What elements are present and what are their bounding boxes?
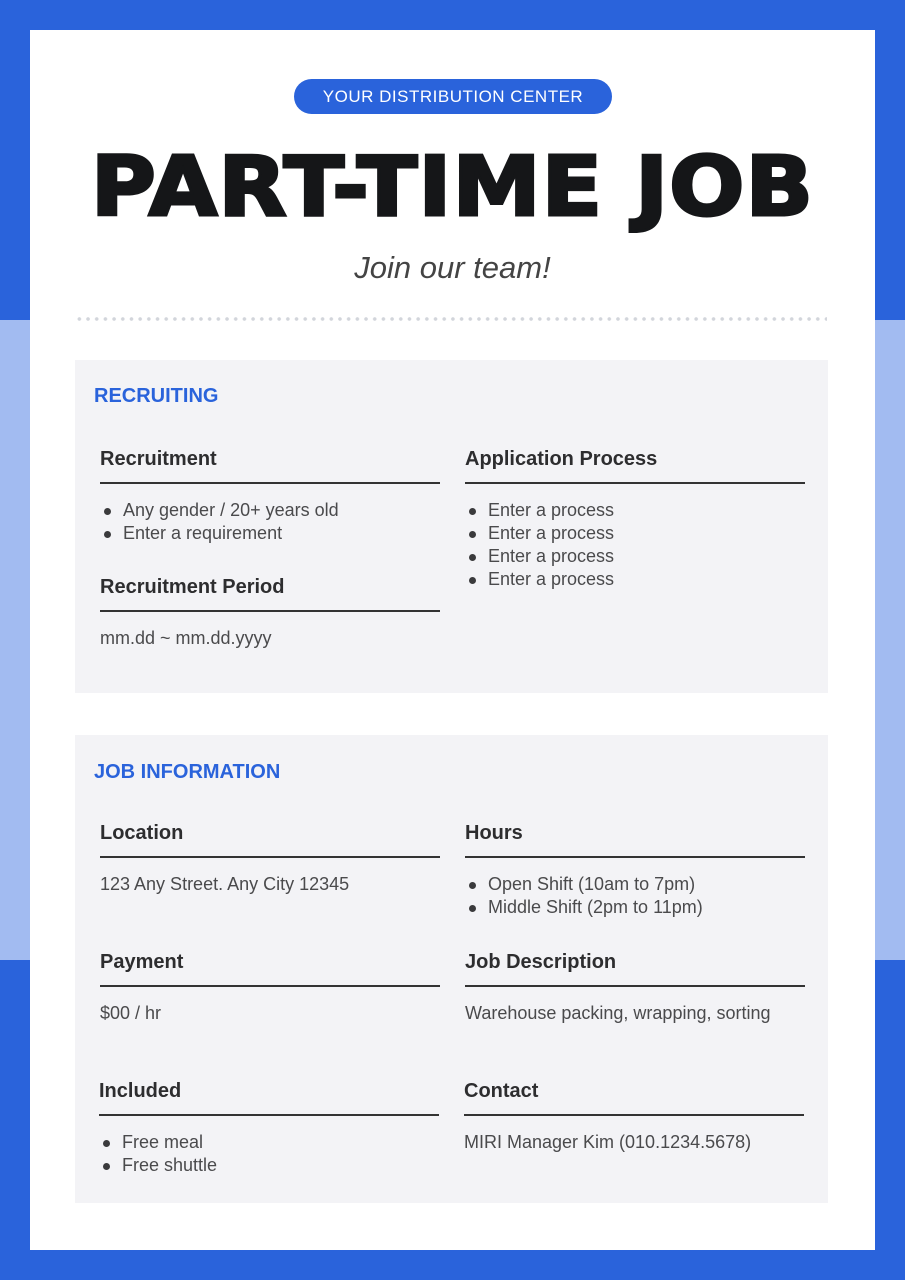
divider	[100, 482, 440, 484]
block-heading: Included	[99, 1080, 182, 1102]
job-info-section	[75, 735, 828, 1203]
hours-block	[465, 820, 805, 919]
payment-block	[100, 949, 440, 1025]
section-title: JOB INFORMATION	[94, 761, 281, 783]
description-block	[465, 949, 805, 1025]
list-item: Enter a process	[465, 568, 805, 591]
location-block	[100, 820, 440, 896]
list-item: Enter a process	[465, 545, 805, 568]
included-block	[99, 1078, 439, 1177]
recruitment-block	[100, 446, 440, 545]
divider	[100, 610, 440, 612]
block-heading: Recruitment Period	[100, 576, 285, 598]
divider	[99, 1114, 439, 1116]
block-heading: Recruitment	[100, 448, 217, 470]
list-item: Enter a process	[465, 499, 805, 522]
recruiting-section	[75, 360, 828, 693]
divider	[464, 1114, 804, 1116]
list-item: Free meal	[99, 1131, 439, 1154]
list-item: Enter a requirement	[100, 522, 440, 545]
block-heading: Application Process	[465, 448, 658, 470]
block-text: mm.dd ~ mm.dd.yyyy	[100, 628, 272, 648]
dotted-divider	[75, 317, 827, 321]
period-block	[100, 574, 440, 650]
divider	[100, 856, 440, 858]
center-badge: YOUR DISTRIBUTION CENTER	[294, 79, 612, 114]
block-heading: Job Description	[465, 951, 617, 973]
block-text: 123 Any Street. Any City 12345	[100, 874, 350, 894]
list-item: Middle Shift (2pm to 11pm)	[465, 896, 805, 919]
list-item: Open Shift (10am to 7pm)	[465, 873, 805, 896]
page-title: PART-TIME JOB	[90, 140, 815, 235]
block-heading: Payment	[100, 951, 184, 973]
block-text: $00 / hr	[100, 1003, 162, 1023]
block-heading: Location	[100, 822, 184, 844]
divider	[465, 482, 805, 484]
block-heading: Contact	[464, 1080, 539, 1102]
subtitle: Join our team!	[354, 250, 551, 285]
contact-block	[464, 1078, 804, 1154]
list-item: Free shuttle	[99, 1154, 439, 1177]
divider	[465, 856, 805, 858]
block-text: MIRI Manager Kim (010.1234.5678)	[464, 1132, 752, 1152]
block-text: Warehouse packing, wrapping, sorting	[465, 1003, 771, 1023]
block-heading: Hours	[465, 822, 523, 844]
section-title: RECRUITING	[94, 385, 219, 407]
divider	[465, 985, 805, 987]
process-block	[465, 446, 805, 591]
list-item: Any gender / 20+ years old	[100, 499, 440, 522]
list-item: Enter a process	[465, 522, 805, 545]
divider	[100, 985, 440, 987]
